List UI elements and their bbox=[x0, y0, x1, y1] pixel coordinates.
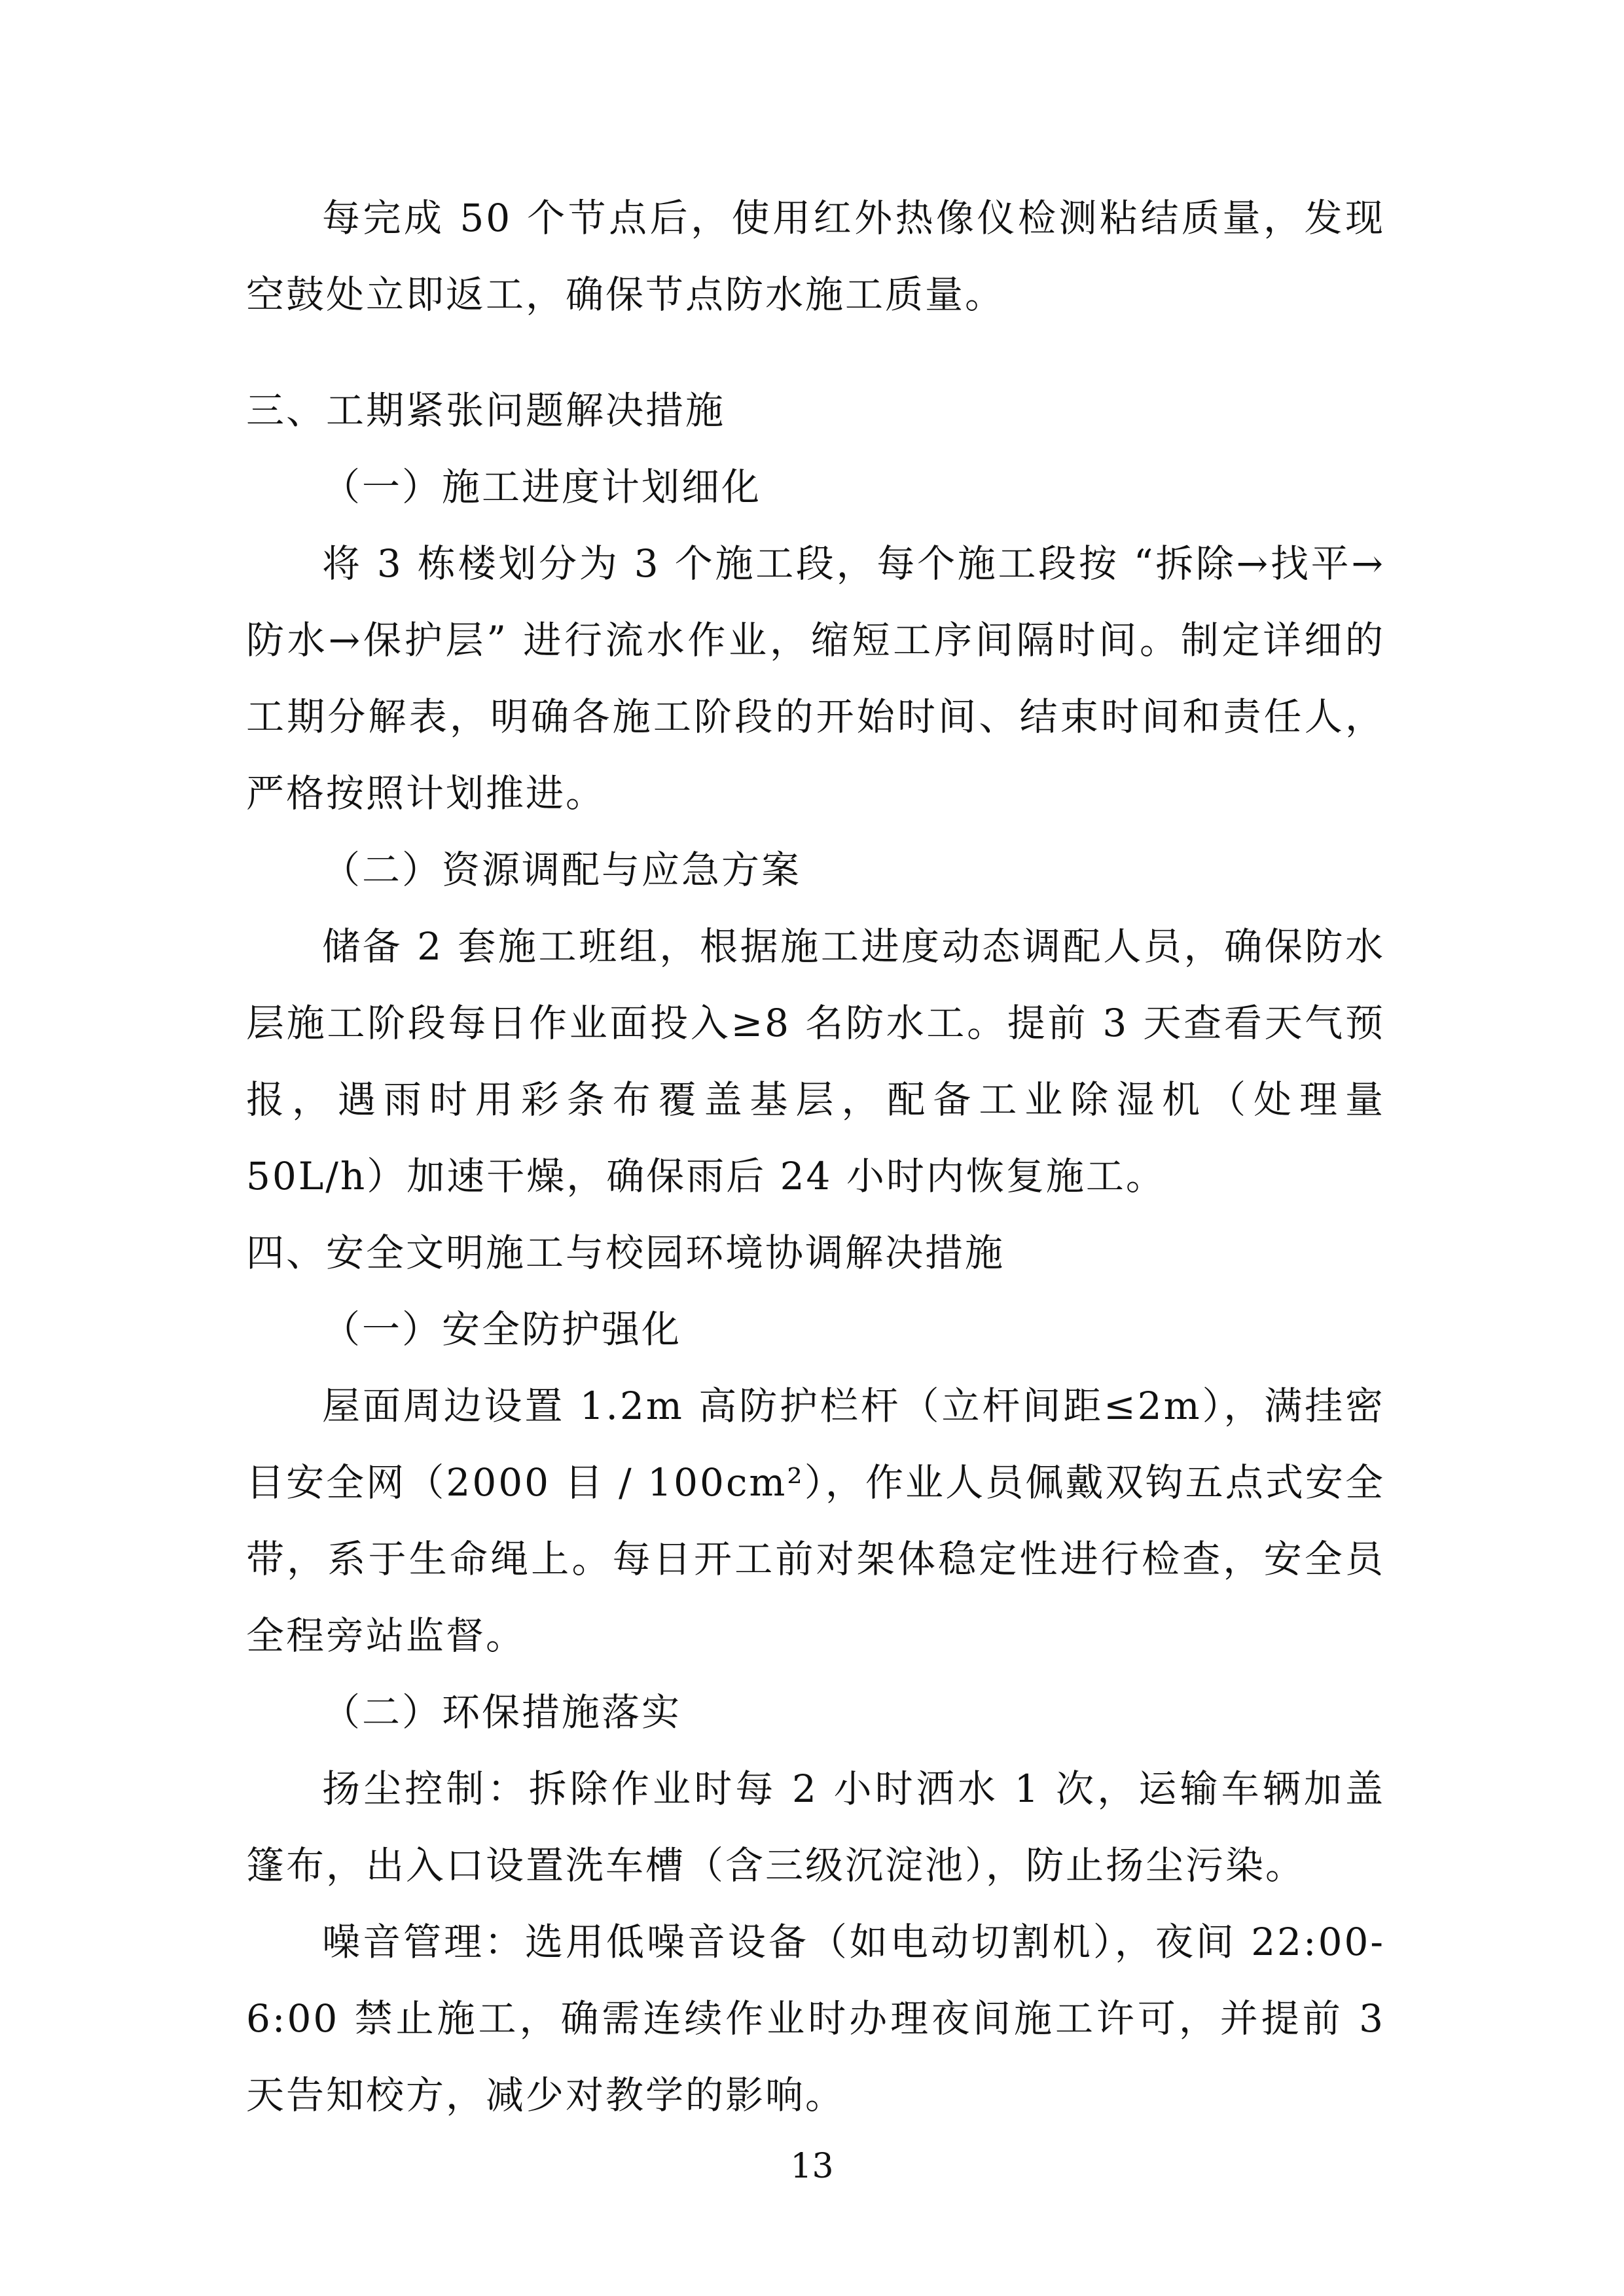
heading-schedule-measures: 三、工期紧张问题解决措施 bbox=[246, 388, 726, 433]
subheading-safety-protection: （一）安全防护强化 bbox=[322, 1307, 682, 1352]
subheading-schedule-planning: （一）施工进度计划细化 bbox=[322, 465, 762, 509]
paragraph-safety-protection: 屋面周边设置 1.2m 高防护栏杆（立杆间距≤2m），满挂密目安全网（2000 目 / 100cm²），作业人员佩戴双钩五点式安全带，系于生命绳上。每日开工前对架体稳定性进行检查，安全员全程旁站监督。 bbox=[246, 1384, 1385, 1658]
subheading-environmental-measures: （二）环保措施落实 bbox=[322, 1690, 682, 1734]
paragraph-noise-management: 噪音管理：选用低噪音设备（如电动切割机），夜间 22:00-6:00 禁止施工，确需连续作业时办理夜间施工许可，并提前 3 天告知校方，减少对教学的影响。 bbox=[246, 1920, 1385, 2117]
page-number: 13 bbox=[790, 2147, 834, 2186]
document-body bbox=[246, 180, 1385, 2134]
heading-safety-campus-measures: 四、安全文明施工与校园环境协调解决措施 bbox=[246, 1230, 1005, 1275]
subheading-resource-emergency: （二）资源调配与应急方案 bbox=[322, 848, 802, 892]
paragraph-node-inspection: 每完成 50 个节点后，使用红外热像仪检测粘结质量，发现空鼓处立即返工，确保节点防水施工质量。 bbox=[246, 196, 1385, 317]
paragraph-schedule-planning: 将 3 栋楼划分为 3 个施工段，每个施工段按 “拆除→找平→防水→保护层” 进行流水作业，缩短工序间隔时间。制定详细的工期分解表，明确各施工阶段的开始时间、结束时间和责任人，严格按照计划推进。 bbox=[246, 541, 1385, 816]
paragraph-dust-control: 扬尘控制：拆除作业时每 2 小时洒水 1 次，运输车辆加盖篷布，出入口设置洗车槽（含三级沉淀池），防止扬尘污染。 bbox=[246, 1767, 1385, 1888]
paragraph-resource-emergency: 储备 2 套施工班组，根据施工进度动态调配人员，确保防水层施工阶段每日作业面投入≥8 名防水工。提前 3 天查看天气预报，遇雨时用彩条布覆盖基层，配备工业除湿机（处理量 50L/h）加速干燥，确保雨后 24 小时内恢复施工。 bbox=[246, 924, 1385, 1198]
